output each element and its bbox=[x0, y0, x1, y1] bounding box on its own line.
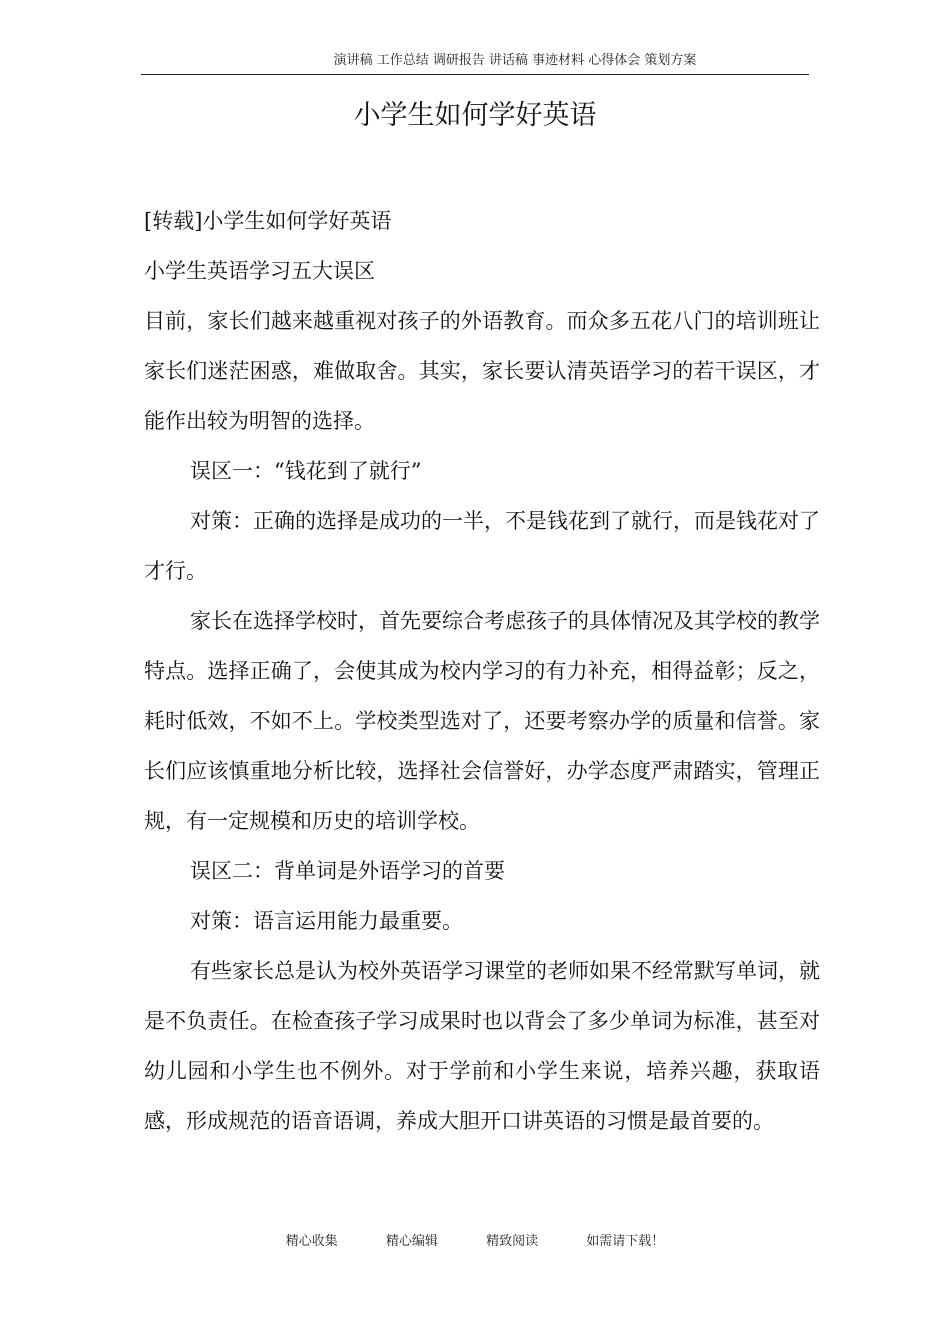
paragraph-strategy-one: 对策：正确的选择是成功的一半，不是钱花到了就行，而是钱花对了才行。 bbox=[144, 509, 820, 583]
footer-item: 精心编辑 bbox=[385, 1234, 438, 1249]
paragraph-vocabulary: 有些家长总是认为校外英语学习课堂的老师如果不经常默写单词，就是不负责任。在检查孩子学习成果时也以背会了多少单词为标准，甚至对幼儿园和小学生也不例外。对于学前和小学生来说，培养兴趣，获取语感，形成规范的语音语调，养成大胆开口讲英语的习惯是最首要的。 bbox=[144, 959, 820, 1133]
paragraph-myth-two: 误区二：背单词是外语学习的首要 bbox=[190, 859, 505, 883]
paragraph-myth-one: 误区一：“钱花到了就行” bbox=[190, 459, 422, 483]
page-footer bbox=[0, 1232, 950, 1252]
paragraph-strategy-two: 对策：语言运用能力最重要。 bbox=[190, 909, 463, 933]
paragraph-repost-title: [转载]小学生如何学好英语 bbox=[144, 209, 392, 233]
footer-item: 如需请下载！ bbox=[586, 1234, 665, 1249]
page-header bbox=[141, 52, 809, 75]
footer-item: 精心收集 bbox=[285, 1234, 338, 1249]
document-body bbox=[144, 196, 820, 1146]
paragraph-intro: 目前，家长们越来越重视对孩子的外语教育。而众多五花八门的培训班让家长们迷茫困惑，难做取舍。其实，家长要认清英语学习的若干误区，才能作出较为明智的选择。 bbox=[144, 309, 820, 433]
document-title: 小学生如何学好英语 bbox=[353, 100, 597, 131]
header-categories: 演讲稿 工作总结 调研报告 讲话稿 事迹材料 心得体会 策划方案 bbox=[333, 53, 697, 68]
paragraph-section-heading: 小学生英语学习五大误区 bbox=[144, 259, 375, 283]
paragraph-school-choice: 家长在选择学校时，首先要综合考虑孩子的具体情况及其学校的教学特点。选择正确了，会使其成为校内学习的有力补充，相得益彰；反之，耗时低效，不如不上。学校类型选对了，还要考察办学的质量和信誉。家长们应该慎重地分析比较，选择社会信誉好，办学态度严肃踏实，管理正规，有一定规模和历史的培训学校。 bbox=[144, 609, 820, 833]
footer-item: 精致阅读 bbox=[486, 1234, 539, 1249]
